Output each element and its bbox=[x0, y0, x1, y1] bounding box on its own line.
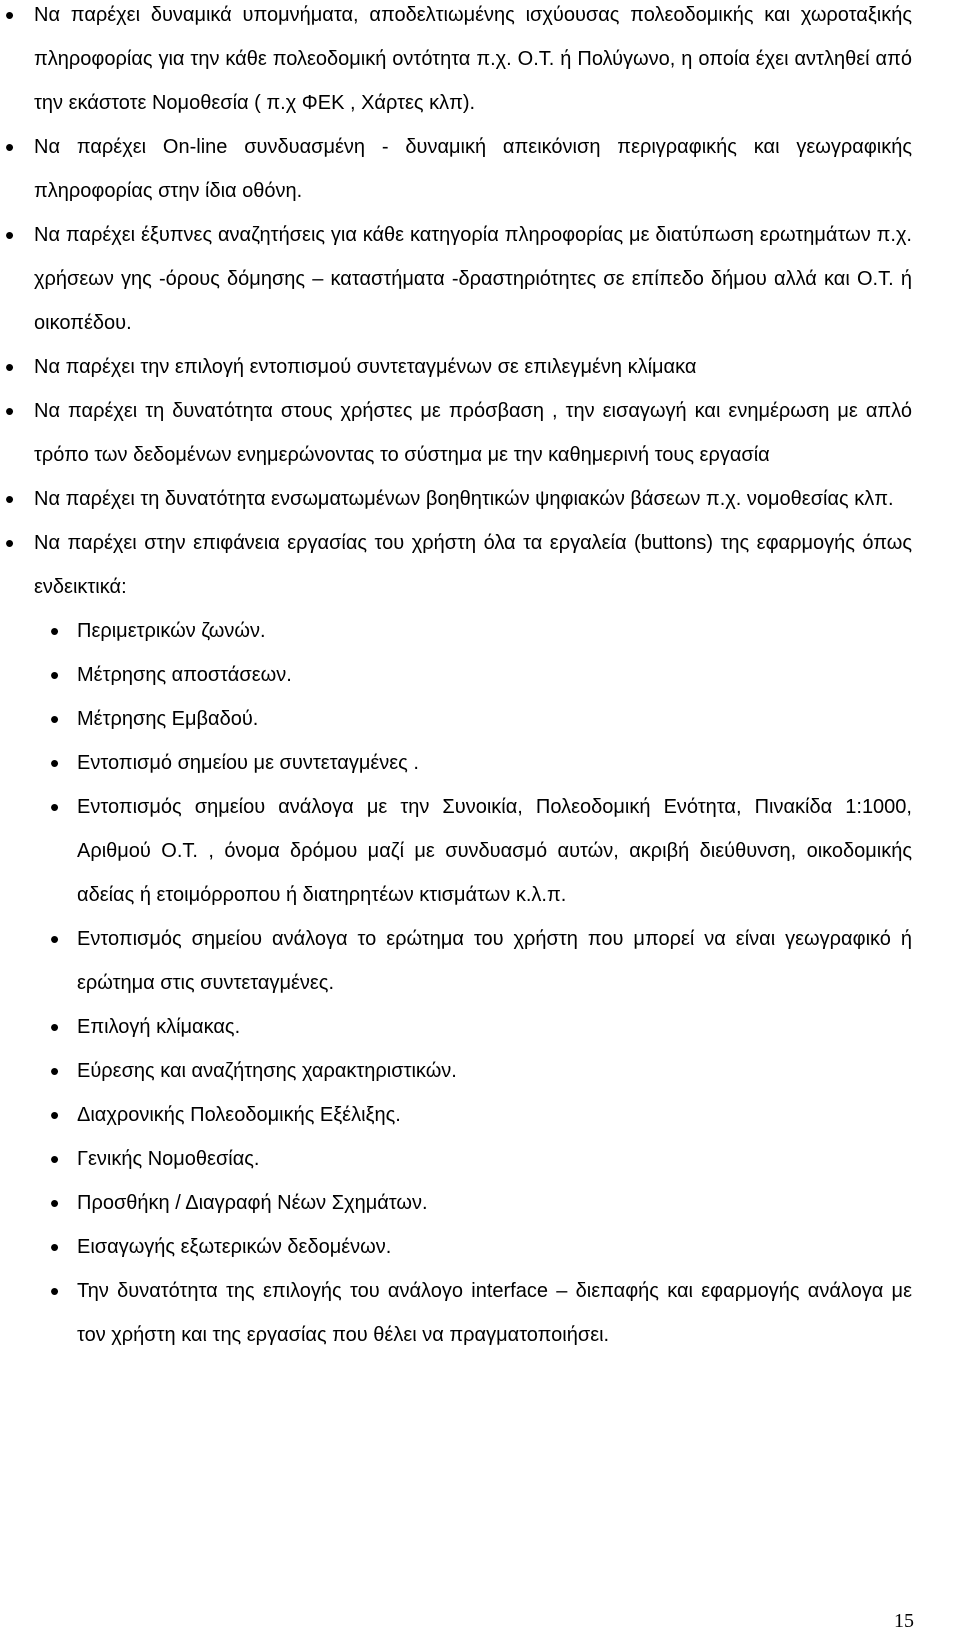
sub-list-item-text: Εύρεσης και αναζήτησης χαρακτηριστικών. bbox=[77, 1060, 457, 1082]
list-item-text: Να παρέχει την επιλογή εντοπισμού συντεταγμένων σε επιλεγμένη κλίμακα bbox=[34, 356, 697, 378]
sub-list-item-text: Διαχρονικής Πολεοδομικής Εξέλιξης. bbox=[77, 1104, 401, 1126]
bullet-icon: • bbox=[50, 1100, 60, 1130]
bullet-icon: • bbox=[5, 132, 15, 162]
bullet-icon: • bbox=[5, 352, 15, 382]
list-item bbox=[5, 389, 912, 477]
bullet-icon: • bbox=[50, 1012, 60, 1042]
sub-list-item bbox=[50, 1093, 912, 1137]
sub-list-item-text: Προσθήκη / Διαγραφή Νέων Σχημάτων. bbox=[77, 1192, 428, 1214]
bullet-icon: • bbox=[5, 220, 15, 250]
list-item bbox=[5, 345, 912, 389]
sub-list-item bbox=[50, 1269, 912, 1357]
list-item-text: Να παρέχει δυναμικά υπομνήματα, αποδελτιωμένης ισχύουσας πολεοδομικής και χωροταξικής πληροφορίας για την κάθε πολεοδομική οντότητα π.χ. Ο.Τ. ή Πολύγωνο, η οποία έχει αντληθεί από την εκάστοτε Νομοθεσία ( π.χ ΦΕΚ , Χάρτες κλπ). bbox=[34, 4, 912, 114]
page-number: 15 bbox=[894, 1610, 914, 1632]
sub-list-item bbox=[50, 1049, 912, 1093]
sub-list-item-text: Εντοπισμός σημείου ανάλογα με την Συνοικία, Πολεοδομική Ενότητα, Πινακίδα 1:1000, Αριθμού Ο.Τ. , όνομα δρόμου μαζί με συνδυασμό αυτών, ακριβή διεύθυνση, οικοδομικής αδείας ή ετοιμόρροπου ή διατηρητέων κτισμάτων κ.λ.π. bbox=[77, 796, 912, 906]
bullet-icon: • bbox=[50, 1276, 60, 1306]
list-item bbox=[5, 521, 912, 609]
sub-list-item-text: Επιλογή κλίμακας. bbox=[77, 1016, 241, 1038]
sub-list-item bbox=[50, 609, 912, 653]
sub-list-item-text: Εντοπισμός σημείου ανάλογα το ερώτημα του χρήστη που μπορεί να είναι γεωγραφικό ή ερώτημα στις συντεταγμένες. bbox=[77, 928, 912, 994]
bullet-icon: • bbox=[50, 1232, 60, 1262]
sub-list-item bbox=[50, 741, 912, 785]
sub-list-item bbox=[50, 1181, 912, 1225]
list-item bbox=[5, 477, 912, 521]
bullet-icon: • bbox=[5, 528, 15, 558]
sub-list-item bbox=[50, 1137, 912, 1181]
list-item-text: Να παρέχει στην επιφάνεια εργασίας του χρήστη όλα τα εργαλεία (buttons) της εφαρμογής όπως ενδεικτικά: bbox=[34, 532, 912, 598]
bullet-icon: • bbox=[50, 704, 60, 734]
sub-list-item bbox=[50, 653, 912, 697]
bullet-icon: • bbox=[50, 748, 60, 778]
sub-list-item bbox=[50, 1005, 912, 1049]
sub-list-item-text: Εντοπισμό σημείου με συντεταγμένες . bbox=[77, 752, 419, 774]
list-item bbox=[5, 213, 912, 345]
sub-list-item-text: Περιμετρικών ζωνών. bbox=[77, 620, 266, 642]
bullet-icon: • bbox=[5, 0, 15, 30]
list-item-text: Να παρέχει τη δυνατότητα στους χρήστες με πρόσβαση , την εισαγωγή και ενημέρωση με απλό τρόπο των δεδομένων ενημερώνοντας το σύστημα με την καθημερινή τους εργασία bbox=[34, 400, 912, 466]
list-item-text: Να παρέχει On-line συνδυασμένη - δυναμική απεικόνιση περιγραφικής και γεωγραφικής πληροφορίας στην ίδια οθόνη. bbox=[34, 136, 912, 202]
bullet-icon: • bbox=[50, 924, 60, 954]
list-item bbox=[5, 125, 912, 213]
sub-list-item bbox=[50, 697, 912, 741]
list-item-text: Να παρέχει τη δυνατότητα ενσωματωμένων βοηθητικών ψηφιακών βάσεων π.χ. νομοθεσίας κλπ. bbox=[34, 488, 894, 510]
sub-list-item bbox=[50, 785, 912, 917]
sub-list-item bbox=[50, 1225, 912, 1269]
bullet-icon: • bbox=[50, 660, 60, 690]
sub-list-item-text: Εισαγωγής εξωτερικών δεδομένων. bbox=[77, 1236, 392, 1258]
bullet-icon: • bbox=[5, 484, 15, 514]
list-item bbox=[5, 0, 912, 125]
sub-list-item-text: Γενικής Νομοθεσίας. bbox=[77, 1148, 260, 1170]
sub-list-item-text: Την δυνατότητα της επιλογής του ανάλογο interface – διεπαφής και εφαρμογής ανάλογα με τον χρήστη και της εργασίας που θέλει να πραγματοποιήσει. bbox=[77, 1280, 912, 1346]
bullet-icon: • bbox=[50, 1144, 60, 1174]
list-item-text: Να παρέχει έξυπνες αναζητήσεις για κάθε κατηγορία πληροφορίας με διατύπωση ερωτημάτων π.χ. χρήσεων γης -όρους δόμησης – καταστήματα -δραστηριότητες σε επίπεδο δήμου αλλά και Ο.Τ. ή οικοπέδου. bbox=[34, 224, 912, 334]
bullet-icon: • bbox=[5, 396, 15, 426]
bullet-icon: • bbox=[50, 616, 60, 646]
sub-list-item-text: Μέτρησης αποστάσεων. bbox=[77, 664, 292, 686]
sub-list-item bbox=[50, 917, 912, 1005]
sub-list-item-text: Μέτρησης Εμβαδού. bbox=[77, 708, 259, 730]
bullet-icon: • bbox=[50, 1188, 60, 1218]
bullet-icon: • bbox=[50, 1056, 60, 1086]
bullet-icon: • bbox=[50, 792, 60, 822]
